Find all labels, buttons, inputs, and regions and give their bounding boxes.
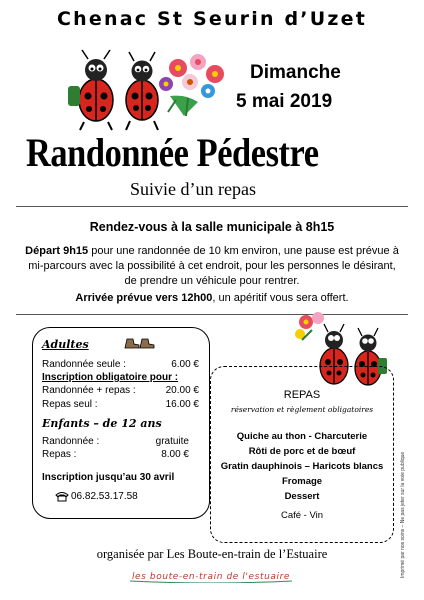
price-row-value: 16.00 € bbox=[165, 399, 199, 410]
departure-text: pour une randonnée de 10 km environ, une pause est prévue à mi-parcours avec la possibilité à cet endroit, pour les personnes le désirant, de prendre un véhicule pour rentrer. bbox=[28, 245, 399, 287]
children-heading: Enfants – de 12 ans bbox=[42, 417, 162, 430]
arrival-text: , un apéritif vous sera offert. bbox=[212, 292, 349, 304]
price-row-value: 20.00 € bbox=[165, 385, 199, 396]
pricing-box bbox=[32, 327, 210, 519]
menu-box bbox=[210, 366, 394, 543]
price-row-value: 8.00 € bbox=[161, 449, 189, 460]
menu-title: REPAS bbox=[283, 389, 321, 401]
town-name: Chenac St Seurin d’Uzet bbox=[57, 8, 367, 30]
event-date: 5 mai 2019 bbox=[236, 91, 333, 112]
registration-deadline: Inscription jusqu’au 30 avril bbox=[42, 472, 175, 483]
price-row-label: Repas : bbox=[42, 449, 77, 460]
association-logo bbox=[126, 567, 296, 583]
meeting-point: Rendez-vous à la salle municipale à 8h15 bbox=[89, 220, 335, 234]
registration-required-label: Inscription obligatoire pour : bbox=[42, 372, 179, 383]
menu-item: Dessert bbox=[284, 491, 320, 502]
arrival-line bbox=[0, 292, 424, 304]
menu-item: Fromage bbox=[281, 476, 323, 487]
menu-drinks: Café - Vin bbox=[280, 510, 324, 521]
arrival-time: Arrivée prévue vers 12h00 bbox=[75, 292, 213, 304]
price-row-label: Repas seul : bbox=[42, 399, 98, 410]
telephone-icon bbox=[55, 491, 69, 502]
menu-item: Quiche au thon - Charcuterie bbox=[236, 431, 368, 442]
phone-number[interactable]: 06.82.53.17.58 bbox=[71, 491, 138, 502]
logo-text: les boute-en-train de l'estuaire bbox=[131, 572, 291, 582]
price-row-label: Randonnée + repas : bbox=[42, 385, 136, 396]
print-notice: Imprimé par nos soins – Ne pas jeter sur la voie publique bbox=[400, 451, 406, 578]
price-row-label: Randonnée seule : bbox=[42, 359, 126, 370]
page-title: Randonnée Pédestre bbox=[26, 130, 319, 175]
organizer-line: organisée par Les Boute-en-train de l’Estuaire bbox=[96, 547, 328, 561]
divider-top bbox=[16, 206, 408, 207]
price-row-label: Randonnée : bbox=[42, 436, 100, 447]
menu-item: Gratin dauphinois – Haricots blancs bbox=[220, 461, 384, 472]
event-day: Dimanche bbox=[250, 62, 341, 83]
menu-item: Rôti de porc et de bœuf bbox=[248, 446, 356, 457]
page-subtitle: Suivie d’un repas bbox=[130, 179, 256, 199]
ladybug-hikers-bouquet-icon bbox=[58, 46, 233, 132]
departure-paragraph bbox=[22, 244, 402, 289]
menu-note: réservation et règlement obligatoires bbox=[230, 405, 374, 414]
adults-heading: Adultes bbox=[42, 338, 89, 351]
price-row-value: gratuite bbox=[155, 436, 189, 447]
price-row-value: 6.00 € bbox=[171, 359, 199, 370]
hiking-boots-icon bbox=[123, 336, 157, 350]
departure-time: Départ 9h15 bbox=[25, 245, 89, 257]
